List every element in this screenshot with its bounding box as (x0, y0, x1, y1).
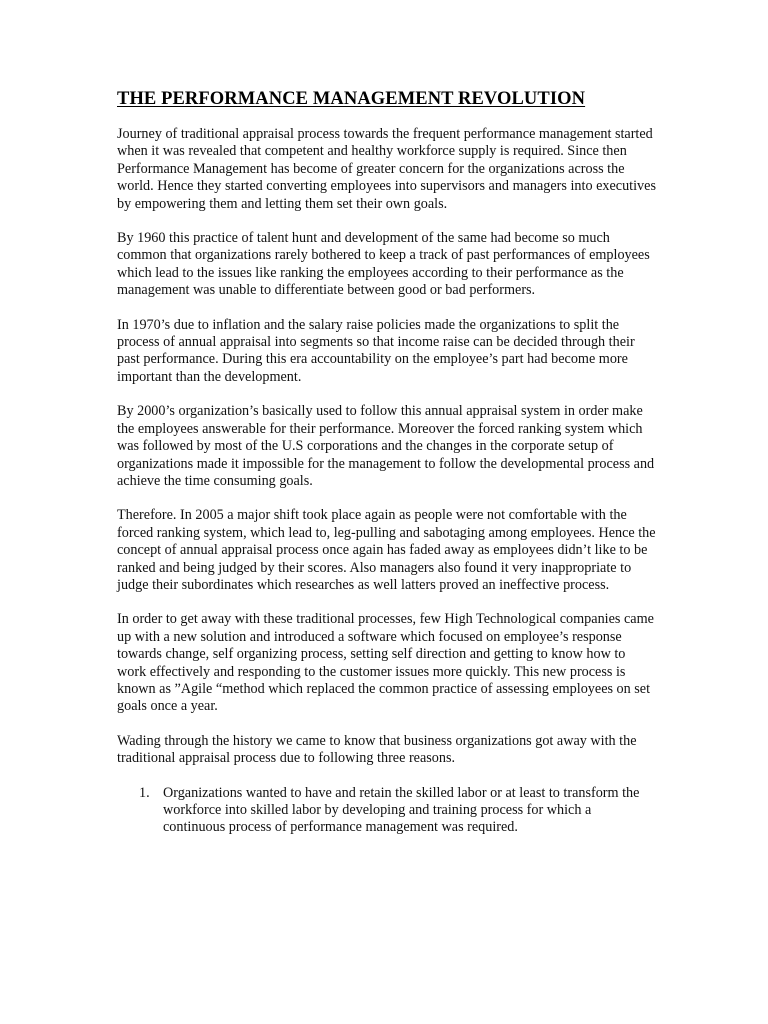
paragraph-agile: In order to get away with these traditional processes, few High Technological companies came up with a new solution and introduced a software which focused on employee’s response towards change, self organizing process, setting self direction and getting to know how to work effectively and responding to the customer issues more quickly. This new process is known as ”Agile “method which replaced the common practice of assessing employees on set goals once a year. (117, 611, 654, 715)
paragraph-1970: In 1970’s due to inflation and the salary raise policies made the organizations to split the process of annual appraisal into segments so that income raise can be decided through their past performance. During this era accountability on the employee’s part had become more important than the development. (117, 316, 635, 385)
paragraph-1960: By 1960 this practice of talent hunt and development of the same had become so much common that organizations rarely bothered to keep a track of past performances of employees which lead to the issues like ranking the employees according to their performance as the management was unable to differentiate between good or bad performers. (117, 230, 650, 299)
paragraph-three-reasons: Wading through the history we came to know that business organizations got away with the traditional appraisal process due to following three reasons. (117, 732, 637, 767)
paragraph-2005: Therefore. In 2005 a major shift took place again as people were not comfortable with the forced ranking system, which lead to, leg-pulling and sabotaging among employees. Hence the concept of annual appraisal process once again has faded away as employees didn’t like to be ranked and being judged by their scores. Also managers also found it very inappropriate to judge their subordinates which researches as well latters proved an ineffective process. (117, 507, 656, 593)
list-item-text: Organizations wanted to have and retain the skilled labor or at least to transform the workforce into skilled labor by developing and training process for which a continuous process of performance management was required. (163, 784, 640, 836)
list-item-number: 1. (139, 784, 150, 801)
paragraph-journey: Journey of traditional appraisal process towards the frequent performance management started when it was revealed that competent and healthy workforce supply is required. Since then Performance Management has become of greater concern for the organizations across the world. Hence they started converting employees into supervisors and managers into executives by empowering them and letting them set their own goals. (117, 126, 656, 212)
paragraph-2000: By 2000’s organization’s basically used to follow this annual appraisal system in order make the employees answerable for their performance. Moreover the forced ranking system which was followed by most of the U.S corporations and the changes in the corporate setup of organizations made it impossible for the management to follow the developmental process and achieve the time consuming goals. (117, 403, 655, 489)
list-item (117, 785, 657, 837)
document-title: THE PERFORMANCE MANAGEMENT REVOLUTION (117, 89, 586, 109)
reasons-list (117, 785, 657, 837)
document-body (117, 88, 657, 837)
